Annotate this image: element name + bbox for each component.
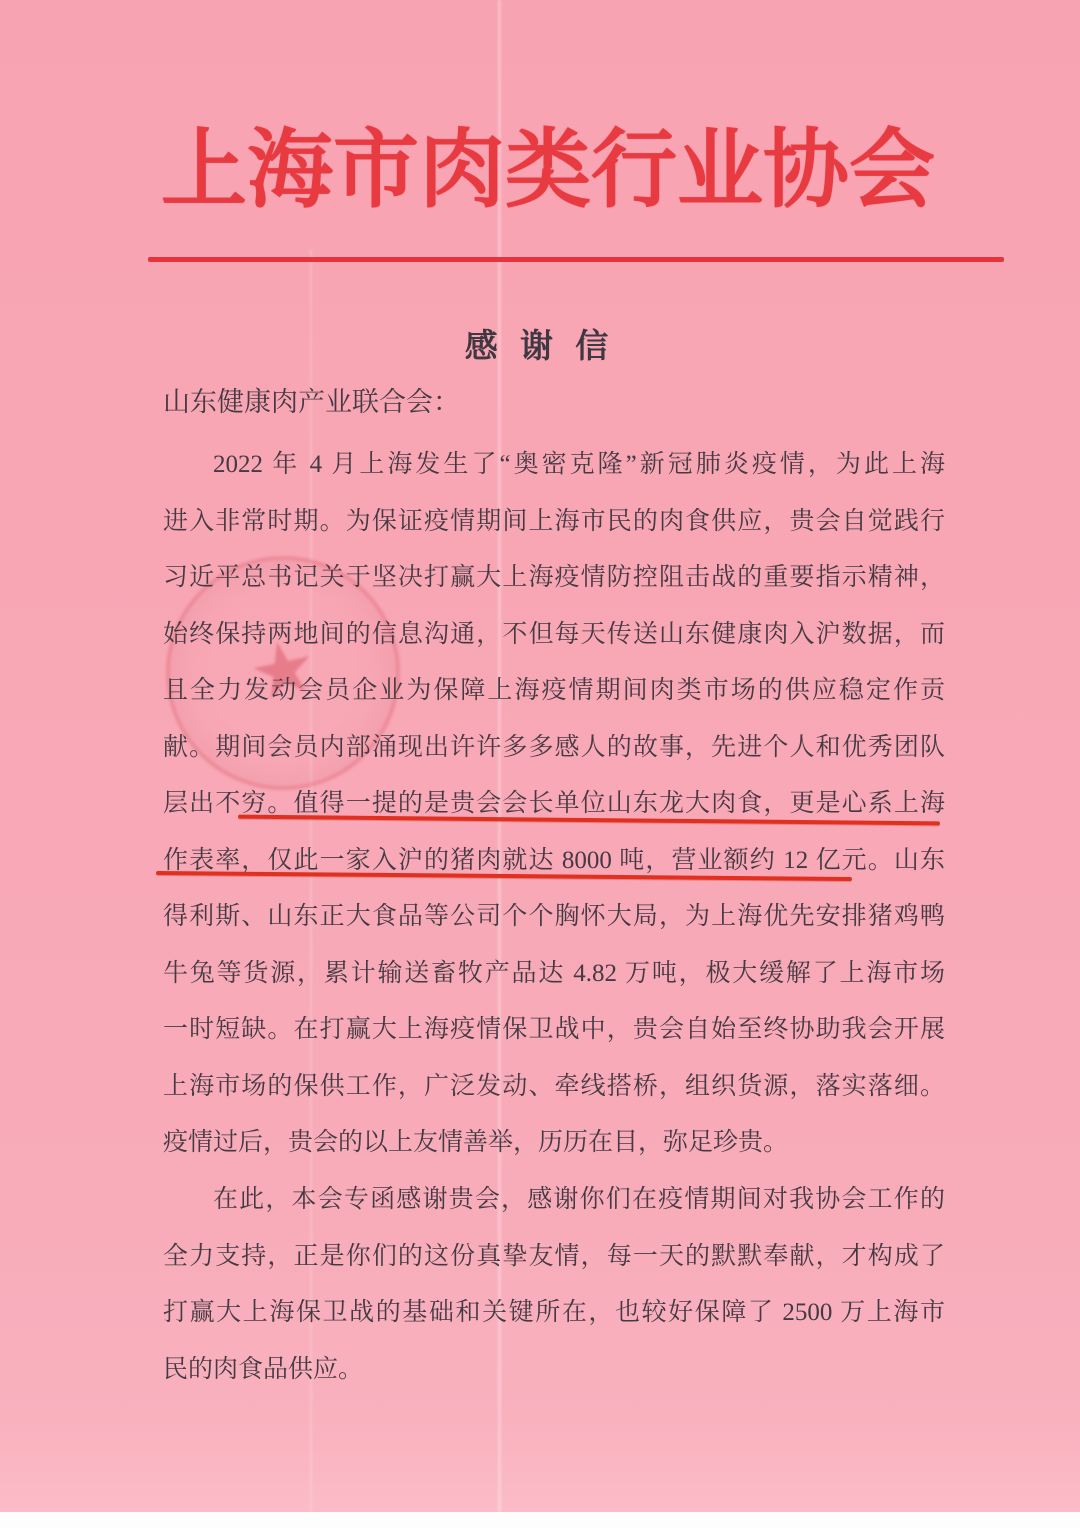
paragraph-1 bbox=[163, 437, 945, 1172]
paragraph-line: 疫情过后，贵会的以上友情善举，历历在目，弥足珍贵。 bbox=[163, 1129, 789, 1156]
paragraph-line: 且全力发动会员企业为保障上海疫情期间肉类市场的供应稳定作贡 bbox=[163, 677, 945, 704]
letterhead-title: 上海市肉类行业协会 bbox=[161, 122, 935, 218]
paragraph-line: 2022 年 4 月上海发生了“奥密克隆”新冠肺炎疫情，为此上海 bbox=[213, 451, 945, 478]
paragraph-line: 一时短缺。在打赢大上海疫情保卫战中，贵会自始至终协助我会开展 bbox=[163, 1016, 945, 1043]
paragraph-line: 全力支持，正是你们的这份真挚友情，每一天的默默奉献，才构成了 bbox=[163, 1242, 945, 1270]
letter-heading: 感 谢 信 bbox=[464, 329, 616, 365]
seal-star-icon: ★ bbox=[241, 621, 325, 719]
paragraph-line: 始终保持两地间的信息沟通，不但每天传送山东健康肉入沪数据，而 bbox=[163, 620, 945, 648]
paragraph-line: 打赢大上海保卫战的基础和关键所在，也较好保障了 2500 万上海市 bbox=[163, 1299, 945, 1326]
paragraph-line: 在此，本会专函感谢贵会，感谢你们在疫情期间对我协会工作的 bbox=[213, 1186, 945, 1213]
paragraph-2 bbox=[163, 1172, 945, 1398]
paragraph-line: 牛兔等货源，累计输送畜牧产品达 4.82 万吨，极大缓解了上海市场 bbox=[163, 959, 945, 987]
paragraph-line: 习近平总书记关于坚决打赢大上海疫情防控阻击战的重要指示精神， bbox=[163, 564, 945, 591]
paragraph-line: 上海市场的保供工作，广泛发动、牵线搭桥，组织货源，落实落细。 bbox=[163, 1072, 945, 1100]
paragraph-line: 得利斯、山东正大食品等公司个个胸怀大局，为上海优先安排猪鸡鸭 bbox=[163, 903, 945, 930]
paragraph-line: 层出不穷。值得一提的是贵会会长单位山东龙大肉食，更是心系上海 bbox=[163, 790, 945, 817]
scan-bottom-edge bbox=[0, 1512, 1080, 1528]
salutation: 山东健康肉产业联合会： bbox=[163, 387, 460, 417]
paragraph-line: 进入非常时期。为保证疫情期间上海市民的肉食供应，贵会自觉践行 bbox=[163, 507, 945, 535]
letterhead-rule bbox=[148, 257, 1004, 262]
paragraph-line: 作表率，仅此一家入沪的猪肉就达 8000 吨，营业额约 12 亿元。山东 bbox=[163, 846, 945, 874]
paragraph-line: 民的肉食品供应。 bbox=[163, 1355, 364, 1383]
paragraph-line: 献。期间会员内部涌现出许许多多感人的故事，先进个人和优秀团队 bbox=[163, 733, 945, 761]
